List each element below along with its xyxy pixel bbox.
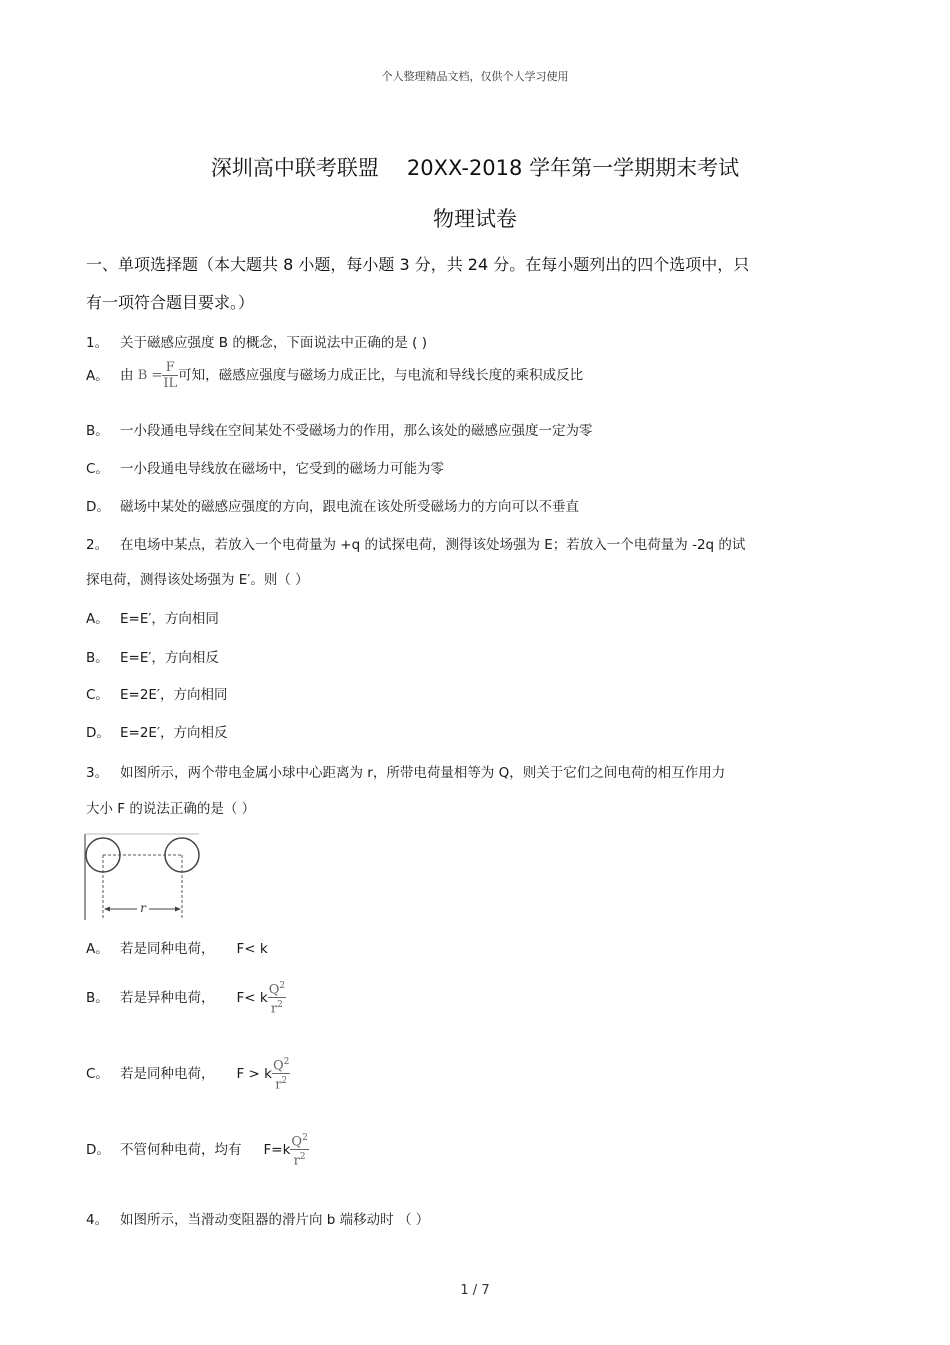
q2-d-label: D。 xyxy=(86,725,110,741)
q4-stem xyxy=(86,1208,429,1228)
q3-d-formula: F=k xyxy=(263,1141,291,1158)
q3-a-label: A。 xyxy=(86,941,109,957)
q3-b-frac-den: r xyxy=(270,1001,278,1017)
q2-c-text: E=2E′，方向相同 xyxy=(120,687,228,703)
q3-stem-line2: 大小 F 的说法正确的是（ ） xyxy=(86,801,256,817)
q3-c-label: C。 xyxy=(86,1065,109,1082)
q3-d-frac-den-exp: 2 xyxy=(299,1152,306,1163)
q3-stem1: 如图所示，两个带电金属小球中心距离为 r，所带电荷量相等为 Q，则关于它们之间电荷的相互作用力 xyxy=(120,765,726,781)
section-heading-line1: 一、单项选择题（本大题共 8 小题，每小题 3 分，共 24 分。在每小题列出的四个选项中，只 xyxy=(86,255,750,274)
q1-a-label: A。 xyxy=(86,367,109,384)
q3-c-text: 若是同种电荷， xyxy=(120,1065,215,1082)
q1-a-post: 可知，磁感应强度与磁场力成正比，与电流和导线长度的乘积成反比 xyxy=(178,367,584,384)
q3-c-frac-den: r xyxy=(275,1077,282,1093)
header-note: 个人整理精品文档，仅供个人学习使用 xyxy=(381,70,569,83)
q2-stem1: 在电场中某点，若放入一个电荷量为 +q 的试探电荷，测得该处场强为 E；若放入一个电荷量为 -2q 的试 xyxy=(120,537,746,553)
q2-number: 2。 xyxy=(86,537,109,553)
q2-c-label: C。 xyxy=(86,687,109,703)
q1-d-label: D。 xyxy=(86,499,110,515)
q3-d-text: 不管何种电荷，均有 xyxy=(120,1141,242,1158)
q3-d-label: D。 xyxy=(86,1141,110,1158)
q3-c-fraction xyxy=(272,1055,290,1093)
q3-c-frac-num: Q xyxy=(272,1058,284,1074)
q3-c-frac-den-exp: 2 xyxy=(281,1076,288,1087)
page-number: 1 / 7 xyxy=(460,1283,490,1298)
q4-number: 4。 xyxy=(86,1212,109,1228)
q2-b-label: B。 xyxy=(86,650,109,666)
q1-number: 1。 xyxy=(86,335,109,351)
q1-a-fraction-den: IL xyxy=(163,376,178,391)
q3-c-formula: F > k xyxy=(236,1065,272,1082)
q1-c-label: C。 xyxy=(86,461,109,477)
q2-option-b xyxy=(86,646,219,666)
q1-a-fraction xyxy=(162,360,178,391)
q2-a-label: A。 xyxy=(86,611,109,627)
q1-a-pre: 由 xyxy=(120,367,134,384)
q1-stem xyxy=(86,331,427,351)
q3-d-fraction xyxy=(290,1131,308,1169)
q3-a-formula: F< k xyxy=(236,941,268,957)
q1-stem-text: 关于磁感应强度 B 的概念，下面说法中正确的是 ( ) xyxy=(120,335,427,351)
q3-c-frac-num-exp: 2 xyxy=(283,1057,290,1067)
q3-b-frac-den-exp: 2 xyxy=(277,1000,283,1011)
q3-option-d xyxy=(86,1131,309,1169)
q1-a-formula-lhs: B = xyxy=(137,368,163,383)
q3-option-a xyxy=(86,937,268,957)
q1-c-text: 一小段通电导线放在磁场中，它受到的磁场力可能为零 xyxy=(120,461,444,477)
q1-option-d xyxy=(86,495,579,515)
q3-b-formula: F< k xyxy=(236,989,268,1006)
q3-d-frac-den: r xyxy=(293,1153,300,1169)
q3-b-label: B。 xyxy=(86,989,109,1006)
q2-b-text: E=E′，方向相反 xyxy=(120,650,219,666)
q2-stem-line1 xyxy=(86,533,745,553)
q3-option-b xyxy=(86,979,286,1017)
q1-option-a xyxy=(86,360,583,391)
q2-option-c xyxy=(86,683,228,703)
section-heading-line2: 有一项符合题目要求。） xyxy=(86,293,255,312)
q2-stem-line2: 探电荷，测得该处场强为 E′。则（ ） xyxy=(86,572,309,588)
q3-b-text: 若是异种电荷， xyxy=(120,989,215,1006)
distance-label-r: r xyxy=(140,901,146,915)
q1-d-text: 磁场中某处的磁感应强度的方向，跟电流在该处所受磁场力的方向可以不垂直 xyxy=(120,499,579,515)
q1-option-c xyxy=(86,457,444,477)
q2-d-text: E=2E′，方向相反 xyxy=(120,725,228,741)
q3-b-frac-num-exp: 2 xyxy=(279,981,286,991)
q3-stem-line1 xyxy=(86,761,725,781)
q3-a-text: 若是同种电荷， xyxy=(120,941,215,957)
q2-option-d xyxy=(86,721,228,741)
exam-subtitle: 物理试卷 xyxy=(433,207,517,231)
q2-a-text: E=E′，方向相同 xyxy=(120,611,219,627)
q2-option-a xyxy=(86,607,219,627)
q1-option-b xyxy=(86,419,593,439)
exam-title-part1: 深圳高中联考联盟 xyxy=(210,156,379,180)
exam-title xyxy=(0,152,950,182)
exam-title-part2: 20XX-2018 学年第一学期期末考试 xyxy=(406,156,740,180)
q3-d-frac-num: Q xyxy=(291,1134,303,1150)
q3-b-fraction xyxy=(268,979,286,1017)
q3-b-frac-num: Q xyxy=(268,982,280,998)
q3-number: 3。 xyxy=(86,765,109,781)
q1-a-fraction-num: F xyxy=(165,360,175,375)
q4-stem-text: 如图所示，当滑动变阻器的滑片向 b 端移动时 （ ） xyxy=(120,1212,430,1228)
q3-d-frac-num-exp: 2 xyxy=(302,1133,308,1143)
q1-b-text: 一小段通电导线在空间某处不受磁场力的作用，那么该处的磁感应强度一定为零 xyxy=(120,423,593,439)
q3-option-c xyxy=(86,1055,290,1093)
two-spheres-figure xyxy=(84,832,204,922)
q1-b-label: B。 xyxy=(86,423,109,439)
